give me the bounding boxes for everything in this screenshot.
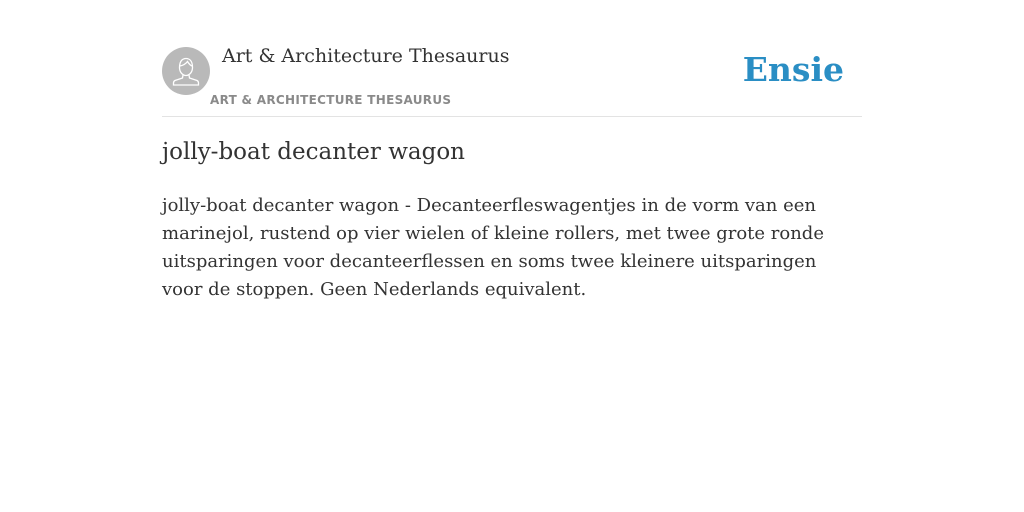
article-body: jolly-boat decanter wagon - Decanteerfleswagentjes in de vorm van een marinejol, rustend op vier wielen of kleine rollers, met twee grote ronde uitsparingen voor decanteerflessen en soms twee kleinere uitsparingen voor de stoppen. Geen Nederlands equivalent. (162, 195, 824, 300)
author-name[interactable]: Art & Architecture Thesaurus (222, 45, 510, 67)
author-subtitle[interactable]: ART & ARCHITECTURE THESAURUS (210, 93, 452, 107)
user-silhouette-icon (162, 47, 210, 95)
page-title: jolly-boat decanter wagon (162, 139, 465, 165)
header (162, 0, 862, 117)
brand-logo-link[interactable]: Ensie (742, 50, 844, 89)
avatar[interactable] (162, 47, 210, 95)
